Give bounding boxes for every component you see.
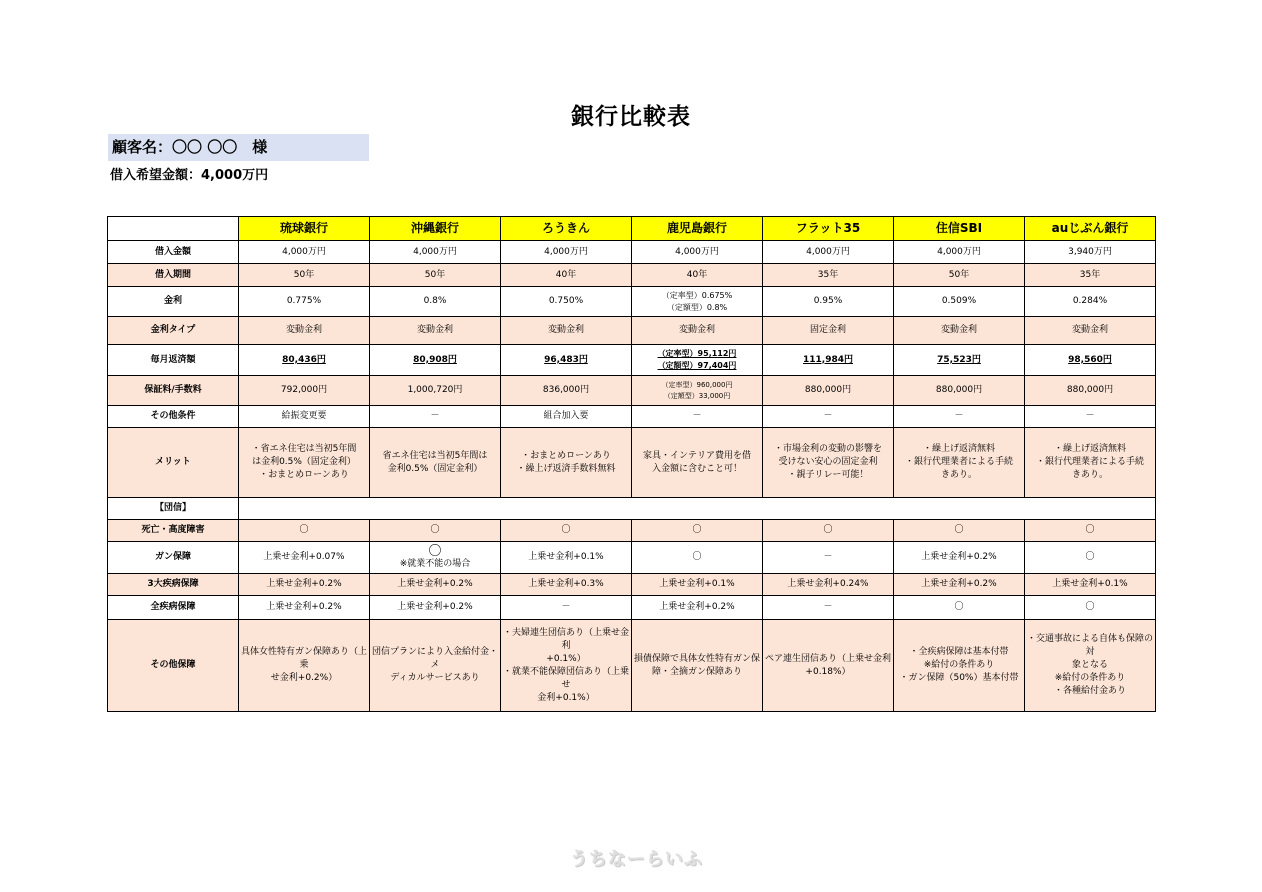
cell: 組合加入要 bbox=[501, 406, 632, 428]
other-line: 団信プランにより入金給付金・メ bbox=[372, 647, 499, 670]
monthly-fixed-amount: （定額型）97,404円 bbox=[657, 361, 737, 370]
cell: 0.775% bbox=[239, 287, 370, 317]
comparison-table bbox=[107, 216, 1156, 712]
merit-line: ・市場金利の変動の影響を bbox=[773, 444, 882, 454]
page-title: 銀行比較表 bbox=[571, 104, 691, 130]
cell: 上乗せ金利+0.1% bbox=[632, 574, 763, 596]
cell: 変動金利 bbox=[1025, 317, 1156, 345]
row-label: 保証料/手数料 bbox=[108, 376, 239, 406]
cell: － bbox=[632, 406, 763, 428]
cell: 0.8% bbox=[370, 287, 501, 317]
row-label: その他保障 bbox=[108, 620, 239, 712]
other-line: ・夫婦連生団信あり（上乗せ金利 bbox=[503, 627, 630, 651]
bank-header: ろうきん bbox=[501, 217, 632, 241]
bank-header: 鹿児島銀行 bbox=[632, 217, 763, 241]
cell: 4,000万円 bbox=[501, 241, 632, 264]
cell: 4,000万円 bbox=[894, 241, 1025, 264]
row-interest-rate bbox=[108, 287, 1156, 317]
cell: 変動金利 bbox=[894, 317, 1025, 345]
cell: 50年 bbox=[239, 264, 370, 287]
rate-fixed-ratio: （定率型）0.675% bbox=[661, 290, 733, 300]
cell: 〇 bbox=[632, 520, 763, 542]
cell: － bbox=[763, 542, 894, 574]
merit-line: ・おまとめローンあり bbox=[521, 450, 611, 461]
other-line: 象となる bbox=[1071, 660, 1108, 670]
row-all-diseases bbox=[108, 596, 1156, 620]
cell: 880,000円 bbox=[763, 376, 894, 406]
section-label: 【団信】 bbox=[108, 498, 239, 520]
cell: 上乗せ金利+0.2% bbox=[894, 542, 1025, 574]
cell: 〇 bbox=[763, 520, 894, 542]
merit-line: 受けない安心の固定金利 bbox=[778, 457, 878, 467]
monthly-fixed-ratio: （定率型）95,112円 bbox=[657, 349, 737, 358]
cell: 50年 bbox=[894, 264, 1025, 287]
row-label: 死亡・高度障害 bbox=[108, 520, 239, 542]
cell: － bbox=[370, 406, 501, 428]
cell: 上乗せ金利+0.2% bbox=[239, 574, 370, 596]
cell: 固定金利 bbox=[763, 317, 894, 345]
cell: 0.284% bbox=[1025, 287, 1156, 317]
cell: － bbox=[501, 596, 632, 620]
cell: 上乗せ金利+0.07% bbox=[239, 542, 370, 574]
cell: 4,000万円 bbox=[370, 241, 501, 264]
other-line: ・各種給付金あり bbox=[1053, 686, 1126, 696]
cell: 40年 bbox=[501, 264, 632, 287]
merit-line: きあり。 bbox=[940, 470, 977, 480]
cell: 上乗せ金利+0.24% bbox=[763, 574, 894, 596]
row-label: その他条件 bbox=[108, 406, 239, 428]
other-line: 具体女性特有ガン保障あり（上乗 bbox=[241, 647, 368, 670]
row-monthly-payment bbox=[108, 345, 1156, 376]
other-line: 損債保障で具体女性特有ガン保 bbox=[634, 653, 761, 664]
cell: 〇 bbox=[1025, 520, 1156, 542]
cell: － bbox=[894, 406, 1025, 428]
cell: 上乗せ金利+0.1% bbox=[1025, 574, 1156, 596]
monthly-value: 111,984円 bbox=[803, 354, 853, 365]
other-line: +0.18%） bbox=[805, 666, 851, 677]
cell: 3,940万円 bbox=[1025, 241, 1156, 264]
row-group-credit-header bbox=[108, 498, 1156, 520]
monthly-value: 98,560円 bbox=[1068, 354, 1112, 365]
row-three-diseases bbox=[108, 574, 1156, 596]
row-rate-type bbox=[108, 317, 1156, 345]
row-label: ガン保障 bbox=[108, 542, 239, 574]
cell: 上乗せ金利+0.2% bbox=[894, 574, 1025, 596]
bank-header: auじぶん銀行 bbox=[1025, 217, 1156, 241]
cell: 上乗せ金利+0.2% bbox=[370, 574, 501, 596]
other-line: ※給付の条件あり bbox=[923, 660, 995, 670]
cell: 35年 bbox=[763, 264, 894, 287]
cell: 〇 bbox=[370, 520, 501, 542]
monthly-value: 75,523円 bbox=[937, 354, 981, 365]
cell: － bbox=[763, 406, 894, 428]
merit-line: 家具・インテリア費用を借 bbox=[642, 450, 751, 461]
cell: 〇 bbox=[894, 520, 1025, 542]
monthly-value: 80,908円 bbox=[413, 354, 457, 365]
cell bbox=[370, 542, 501, 574]
cell: 〇 bbox=[1025, 542, 1156, 574]
bank-header: 住信SBI bbox=[894, 217, 1025, 241]
cell: 変動金利 bbox=[632, 317, 763, 345]
cancer-note: ※就業不能の場合 bbox=[399, 558, 471, 569]
fee-fixed-ratio: （定率型）960,000円 bbox=[661, 380, 733, 389]
cell: 4,000万円 bbox=[239, 241, 370, 264]
cell: 変動金利 bbox=[370, 317, 501, 345]
cell: 1,000,720円 bbox=[370, 376, 501, 406]
cell: 上乗せ金利+0.1% bbox=[501, 542, 632, 574]
cell: 上乗せ金利+0.2% bbox=[239, 596, 370, 620]
merit-line: ・繰上げ返済無料 bbox=[922, 444, 995, 454]
merit-line: ・繰上げ返済無料 bbox=[1053, 444, 1126, 454]
other-line: ・就業不能保障団信あり（上乗せ bbox=[503, 666, 630, 690]
monthly-value: 80,436円 bbox=[282, 354, 326, 365]
row-cancer bbox=[108, 542, 1156, 574]
merit-line: ・銀行代理業者による手続 bbox=[904, 457, 1013, 467]
merit-line: 省エネ住宅は当初5年間は bbox=[382, 450, 488, 461]
cell: 〇 bbox=[894, 596, 1025, 620]
site-watermark: うちなーらいふ bbox=[570, 849, 703, 870]
cell: 変動金利 bbox=[501, 317, 632, 345]
cell: 変動金利 bbox=[239, 317, 370, 345]
row-loan-period bbox=[108, 264, 1156, 287]
row-label: 借入金額 bbox=[108, 241, 239, 264]
merit-line: ・親子リレー可能！ bbox=[787, 470, 869, 480]
customer-name: 顧客名：〇〇 〇〇 様 bbox=[108, 134, 369, 161]
bank-header: フラット35 bbox=[763, 217, 894, 241]
bank-header: 沖縄銀行 bbox=[370, 217, 501, 241]
cell: 792,000円 bbox=[239, 376, 370, 406]
row-label: 全疾病保障 bbox=[108, 596, 239, 620]
row-other-coverage bbox=[108, 620, 1156, 712]
cell: 40年 bbox=[632, 264, 763, 287]
other-line: ※給付の条件あり bbox=[1054, 673, 1126, 683]
rate-fixed-amount: （定額型）0.8% bbox=[666, 302, 728, 312]
cell: － bbox=[1025, 406, 1156, 428]
cell: 50年 bbox=[370, 264, 501, 287]
cell bbox=[632, 376, 763, 406]
row-merit bbox=[108, 428, 1156, 498]
cell: 上乗せ金利+0.2% bbox=[632, 596, 763, 620]
cancer-circle: 〇 bbox=[428, 543, 442, 559]
cell: 〇 bbox=[632, 542, 763, 574]
fee-fixed-amount: （定額型）33,000円 bbox=[663, 391, 731, 400]
cell: 上乗せ金利+0.2% bbox=[370, 596, 501, 620]
bank-header-row bbox=[108, 217, 1156, 241]
cell bbox=[632, 287, 763, 317]
row-label: 金利タイプ bbox=[108, 317, 239, 345]
merit-line: きあり。 bbox=[1071, 470, 1108, 480]
merit-line: ・おまとめローンあり bbox=[259, 470, 349, 480]
merit-line: ・繰上げ返済手数料無料 bbox=[516, 463, 616, 474]
cell: 〇 bbox=[239, 520, 370, 542]
row-label: 毎月返済額 bbox=[108, 345, 239, 376]
other-line: せ金利+0.2%） bbox=[270, 673, 338, 683]
merit-line: 入金額に含むこと可！ bbox=[651, 463, 742, 474]
merit-line: ・省エネ住宅は当初5年間 bbox=[251, 444, 357, 454]
other-line: +0.1%） bbox=[546, 653, 586, 664]
other-line: ・交通事故による自体も保障の対 bbox=[1027, 634, 1154, 657]
other-line: ペア連生団信あり（上乗せ金利 bbox=[765, 653, 892, 664]
cell: 836,000円 bbox=[501, 376, 632, 406]
other-line: 障・全摘ガン保障あり bbox=[651, 666, 742, 677]
cell: 0.95% bbox=[763, 287, 894, 317]
monthly-value: 96,483円 bbox=[544, 354, 588, 365]
merit-line: は金利0.5%（固定金利） bbox=[252, 457, 356, 467]
row-label: 金利 bbox=[108, 287, 239, 317]
other-line: ディカルサービスあり bbox=[390, 673, 480, 683]
other-line: ・ガン保障（50%）基本付帯 bbox=[899, 673, 1019, 683]
cell: － bbox=[763, 596, 894, 620]
cell: 4,000万円 bbox=[632, 241, 763, 264]
cell: 〇 bbox=[1025, 596, 1156, 620]
cell: 35年 bbox=[1025, 264, 1156, 287]
other-line: ・全疾病保障は基本付帯 bbox=[909, 647, 1009, 657]
cell: 0.509% bbox=[894, 287, 1025, 317]
section-spacer bbox=[239, 498, 1156, 520]
cell: 880,000円 bbox=[1025, 376, 1156, 406]
cell: 0.750% bbox=[501, 287, 632, 317]
cell: 880,000円 bbox=[894, 376, 1025, 406]
corner-cell bbox=[108, 217, 239, 241]
row-other-conditions bbox=[108, 406, 1156, 428]
row-label: 借入期間 bbox=[108, 264, 239, 287]
row-guarantee-fee bbox=[108, 376, 1156, 406]
merit-line: 金利0.5%（固定金利） bbox=[387, 463, 483, 474]
merit-line: ・銀行代理業者による手続 bbox=[1035, 457, 1144, 467]
other-line: 金利+0.1%） bbox=[537, 692, 595, 703]
row-label: メリット bbox=[108, 428, 239, 498]
cell: 4,000万円 bbox=[763, 241, 894, 264]
row-death-disability bbox=[108, 520, 1156, 542]
bank-header: 琉球銀行 bbox=[239, 217, 370, 241]
cell: 給振変更要 bbox=[239, 406, 370, 428]
cell: 上乗せ金利+0.3% bbox=[501, 574, 632, 596]
row-loan-amount bbox=[108, 241, 1156, 264]
row-label: 3大疾病保障 bbox=[108, 574, 239, 596]
cell: 〇 bbox=[501, 520, 632, 542]
loan-amount-requested: 借入希望金額：4,000万円 bbox=[110, 168, 269, 183]
